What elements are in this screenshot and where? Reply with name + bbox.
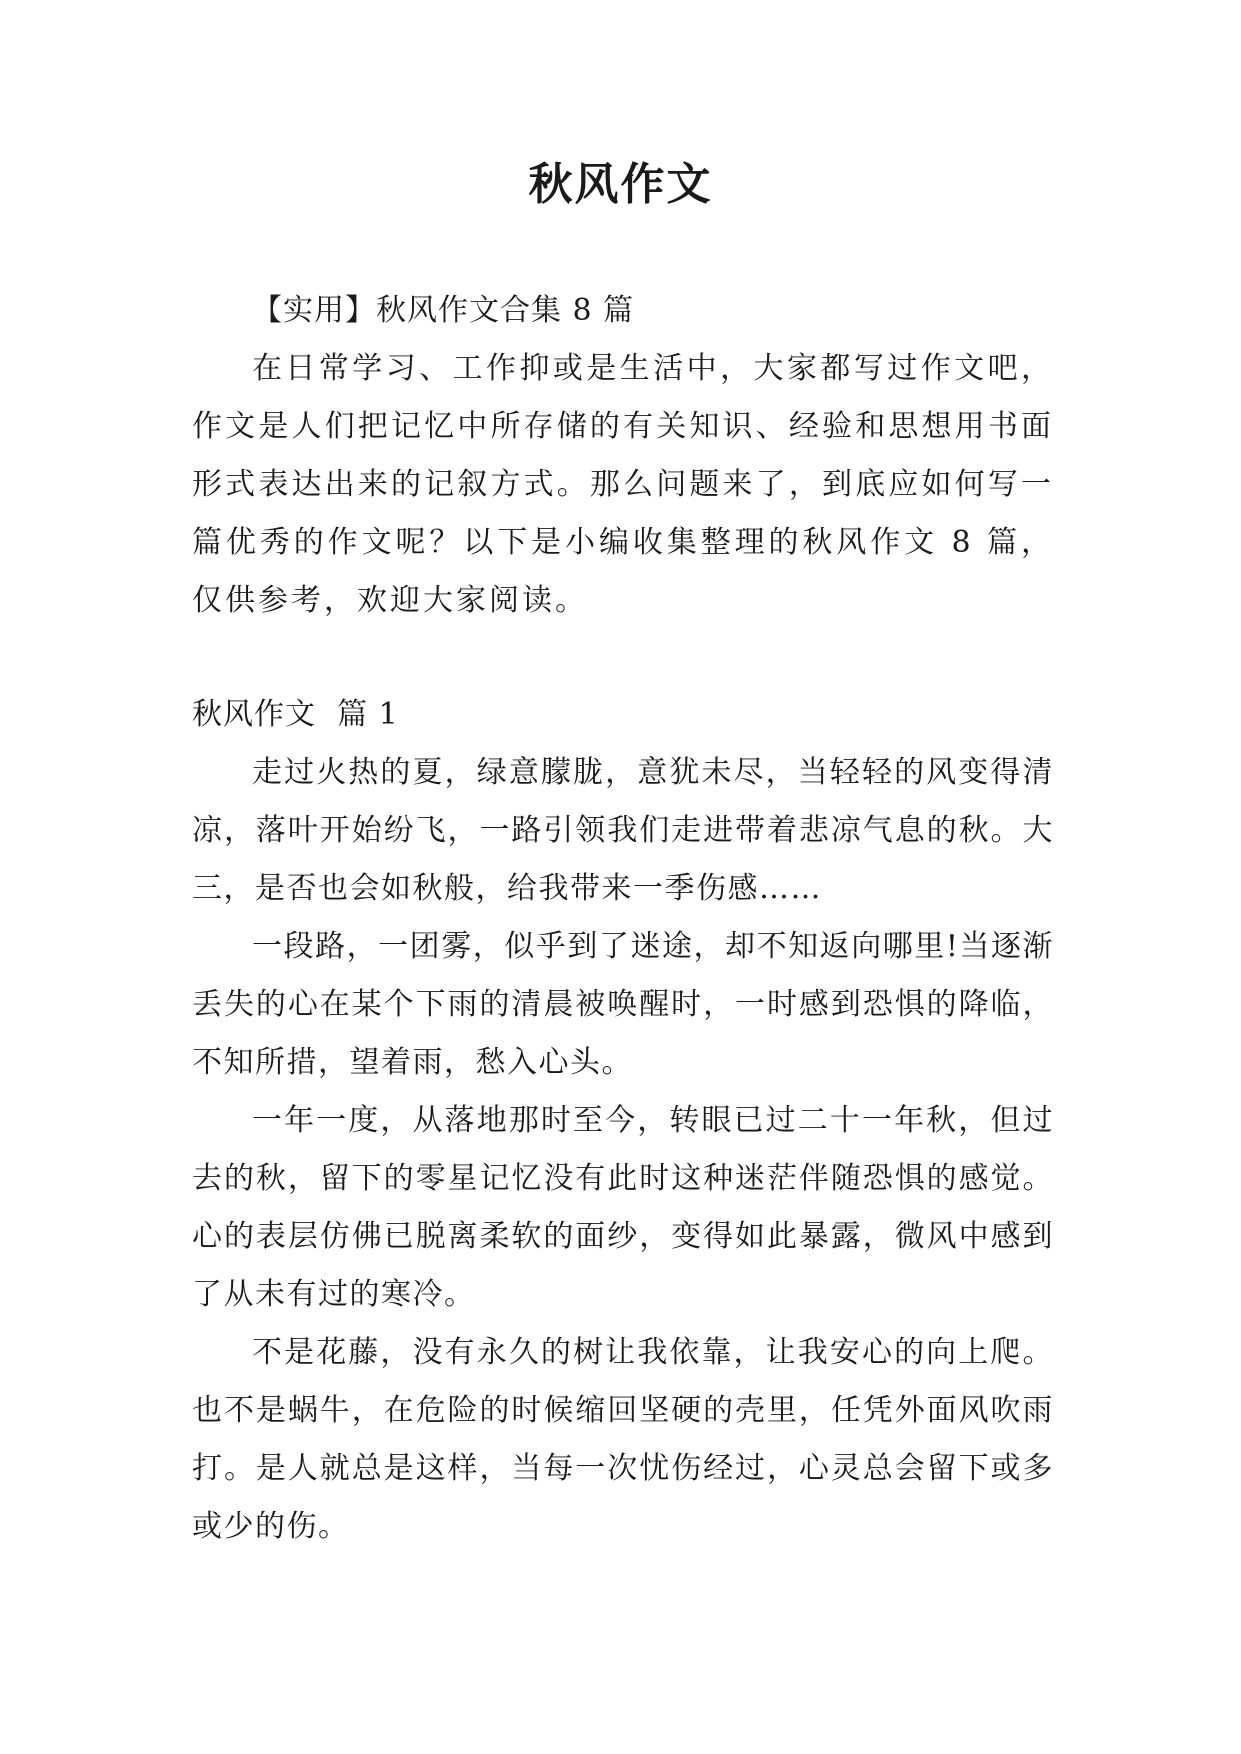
document-subtitle: 【实用】秋风作文合集 8 篇 bbox=[252, 293, 635, 328]
document-body bbox=[192, 282, 1054, 1556]
document-title: 秋风作文 bbox=[528, 159, 713, 210]
section-heading: 秋风作文 篇 1 bbox=[192, 697, 399, 732]
body-paragraph: 走过火热的夏，绿意朦胧，意犹未尽，当轻轻的风变得清凉，落叶开始纷飞，一路引领我们走进带着悲凉气息的秋。大三，是否也会如秋般，给我带来一季伤感…… bbox=[192, 755, 1054, 906]
body-paragraph: 一段路，一团雾，似乎到了迷途，却不知返向哪里!当逐渐丢失的心在某个下雨的清晨被唤醒时，一时感到恐惧的降临，不知所措，望着雨，愁入心头。 bbox=[192, 929, 1054, 1080]
intro-paragraph: 在日常学习、工作抑或是生活中，大家都写过作文吧，作文是人们把记忆中所存储的有关知识、经验和思想用书面形式表达出来的记叙方式。那么问题来了，到底应如何写一篇优秀的作文呢？以下是小编收集整理的秋风作文 8 篇，仅供参考，欢迎大家阅读。 bbox=[192, 351, 1054, 618]
body-paragraph: 一年一度，从落地那时至今，转眼已过二十一年秋，但过去的秋，留下的零星记忆没有此时这种迷茫伴随恐惧的感觉。心的表层仿佛已脱离柔软的面纱，变得如此暴露，微风中感到了从未有过的寒冷。 bbox=[192, 1103, 1054, 1312]
body-paragraph: 不是花藤，没有永久的树让我依靠，让我安心的向上爬。也不是蜗牛，在危险的时候缩回坚硬的壳里，任凭外面风吹雨打。是人就总是这样，当每一次忧伤经过，心灵总会留下或多或少的伤。 bbox=[192, 1335, 1054, 1544]
